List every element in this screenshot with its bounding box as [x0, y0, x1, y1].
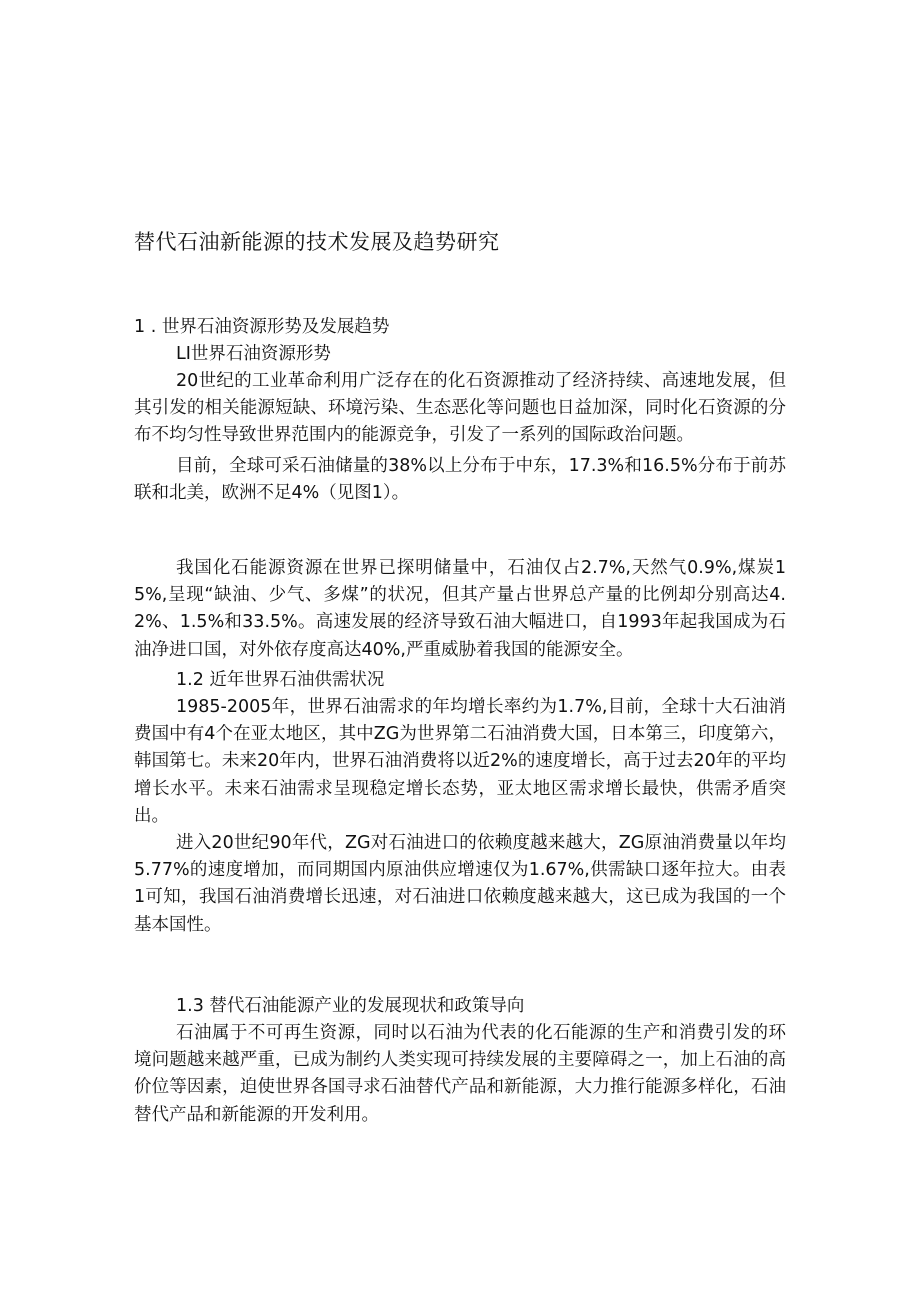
section-1-heading: 1 . 世界石油资源形势及发展趋势 — [134, 317, 390, 337]
section-1-3-heading: 1.3 替代石油能源产业的发展现状和政策导向 — [176, 996, 525, 1016]
paragraph-1-2-a: 1985-2005年，世界石油需求的年均增长率约为1.7%,目前，全球十大石油消费国中有4个在亚太地区，其中ZG为世界第二石油消费大国，日本第三，印度第六，韩国第七。未来20年内，世界石油消费将以近2%的速度增长，高于过去20年的平均增长水平。未来石油需求呈现稳定增长态势，亚太地区需求增长最快，供需矛盾突出。 — [134, 697, 786, 826]
paragraph-1-1-c: 我国化石能源资源在世界已探明储量中，石油仅占2.7%,天然气0.9%,煤炭15%,呈现“缺油、少气、多煤”的状况，但其产量占世界总产量的比例却分别高达4.2%、1.5%和33.5%。高速发展的经济导致石油大幅进口，自1993年起我国成为石油净进口国，对外依存度高达40%,严重威胁着我国的能源安全。 — [134, 558, 786, 660]
paragraph-1-2-b: 进入20世纪90年代，ZG对石油进口的依赖度越来越大，ZG原油消费量以年均5.77%的速度增加，而同期国内原油供应增速仅为1.67%,供需缺口逐年拉大。由表1可知，我国石油消费增长迅速，对石油进口依赖度越来越大，这已成为我国的一个基本国性。 — [134, 833, 786, 935]
section-1-1-heading: LI世界石油资源形势 — [176, 344, 331, 364]
paragraph-1-3-a: 石油属于不可再生资源，同时以石油为代表的化石能源的生产和消费引发的环境问题越来越严重，已成为制约人类实现可持续发展的主要障碍之一，加上石油的高价位等因素，迫使世界各国寻求石油替代产品和新能源，大力推行能源多样化，石油替代产品和新能源的开发利用。 — [134, 1023, 786, 1125]
paragraph-1-1-a: 20世纪的工业革命利用广泛存在的化石资源推动了经济持续、高速地发展，但其引发的相关能源短缺、环境污染、生态恶化等问题也日益加深，同时化石资源的分布不均匀性导致世界范围内的能源竞争，引发了一系列的国际政治问题。 — [134, 371, 786, 446]
document-title: 替代石油新能源的技术发展及趋势研究 — [134, 230, 500, 254]
paragraph-1-1-b: 目前，全球可采石油储量的38%以上分布于中东，17.3%和16.5%分布于前苏联和北美，欧洲不足4%（见图1）。 — [134, 456, 786, 504]
section-1-2-heading: 1.2 近年世界石油供需状况 — [176, 670, 385, 690]
